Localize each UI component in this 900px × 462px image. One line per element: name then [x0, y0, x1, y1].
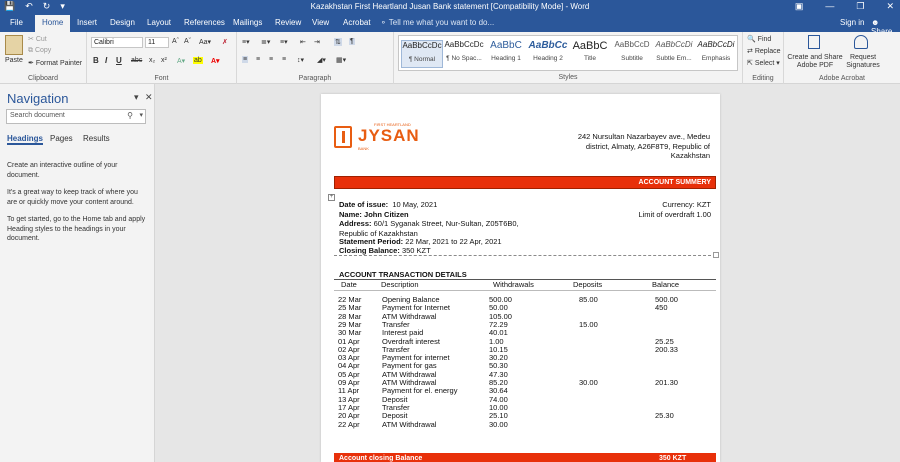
cell-deposits: 15.00 [579, 319, 598, 329]
cell-withdrawals: 50.00 [489, 303, 508, 313]
font-group-label: Font [154, 75, 169, 82]
change-case-icon[interactable]: Aa▾ [199, 39, 212, 46]
cell-withdrawals: 10.15 [489, 344, 508, 354]
font-size-box[interactable]: 11 [145, 37, 169, 48]
navigation-help-text: It's a great way to keep track of where you are or quickly move your content around. [7, 189, 138, 206]
select-button[interactable]: ⇱ Select ▾ [747, 60, 780, 67]
cell-date: 02 Apr [338, 344, 360, 354]
tab-pages[interactable]: Pages [50, 134, 73, 143]
numbering-icon[interactable]: ≣▾ [261, 39, 271, 46]
underline-icon[interactable]: U [116, 56, 122, 65]
find-button[interactable]: 🔍 Find [747, 36, 772, 43]
restore-icon[interactable]: ❐ [856, 1, 865, 11]
cell-date: 05 Apr [338, 369, 360, 379]
align-right-icon[interactable]: ≡ [269, 56, 274, 63]
cell-date: 22 Mar [338, 295, 362, 304]
multilevel-list-icon[interactable]: ≡▾ [280, 39, 288, 46]
person-icon: ☻ [871, 18, 880, 27]
cell-description: Interest paid [382, 328, 424, 338]
italic-icon[interactable]: I [105, 56, 108, 65]
ribbon-display-options-icon[interactable]: ▣ [794, 1, 804, 11]
cell-withdrawals: 30.64 [489, 386, 508, 396]
cell-withdrawals: 72.29 [489, 319, 508, 329]
tab-acrobat[interactable]: Acrobat [343, 18, 371, 27]
cell-date: 03 Apr [338, 353, 360, 363]
navigation-pane-controls [134, 92, 153, 103]
customer-name: Name: John Citizen [339, 210, 409, 219]
paragraph-group [237, 32, 394, 84]
acrobat-group [784, 32, 900, 84]
text-effects-icon[interactable]: A▾ [177, 58, 186, 65]
replace-button[interactable]: ⇄ Replace [747, 48, 781, 55]
cell-withdrawals: 25.10 [489, 411, 508, 421]
styles-gallery [398, 35, 738, 71]
style-subtitle[interactable]: AaBbCcD Subtitle [614, 40, 650, 62]
customer-address: Address: 60/1 Syganak Street, Nur-Sultan, Z05T6B0, Republic of Kazakhstan [339, 219, 519, 238]
tab-references[interactable]: References [184, 18, 225, 27]
tab-layout[interactable]: Layout [147, 18, 172, 27]
column-header-deposits: Deposits [573, 280, 603, 289]
paste-icon[interactable] [5, 35, 23, 55]
cell-date: 25 Mar [338, 303, 362, 313]
cell-description: ATM Withdrawal [382, 311, 437, 321]
clipboard-group [0, 32, 87, 84]
currency: Currency: KZT [662, 200, 711, 209]
title-bar [0, 0, 900, 15]
transactions-title: ACCOUNT TRANSACTION DETAILS [339, 270, 467, 279]
cell-date: 09 Apr [338, 378, 360, 387]
pane-options-icon[interactable]: ▾ [134, 92, 139, 102]
jysan-logo-icon [334, 126, 352, 148]
paragraph-group-label: Paragraph [298, 75, 332, 82]
search-options-icon[interactable]: ▾ [139, 112, 143, 119]
navigation-pane [0, 84, 155, 462]
cell-description: Transfer [382, 319, 410, 329]
closing-balance: Closing Balance: 350 KZT [339, 246, 431, 255]
copy-button[interactable]: ⧉ Copy [28, 47, 52, 54]
select-icon: ⇱ [747, 60, 753, 67]
account-closing-balance-bar: Account closing Balance 350 KZT [334, 453, 716, 462]
close-pane-icon[interactable]: ✕ [145, 92, 153, 102]
show-formatting-icon[interactable]: ¶ [350, 38, 354, 45]
font-color-icon[interactable]: A▾ [211, 58, 220, 65]
navigation-help-text: Create an interactive outline of your document. [7, 162, 118, 179]
bold-icon[interactable]: B [93, 56, 99, 65]
cell-description: Deposit [382, 411, 408, 421]
cell-description: Deposit [382, 394, 408, 404]
cell-description: Payment for el. energy [382, 386, 458, 396]
editing-group [742, 32, 784, 84]
shading-icon[interactable]: ◢▾ [317, 57, 326, 64]
copy-icon: ⧉ [28, 47, 33, 54]
cell-withdrawals: 50.30 [489, 361, 508, 371]
line-spacing-icon[interactable]: ↕▾ [297, 57, 305, 64]
highlight-icon[interactable]: ab [194, 57, 202, 64]
tab-design[interactable]: Design [110, 18, 135, 27]
minimize-icon[interactable]: — [825, 1, 835, 11]
create-share-pdf-button[interactable]: Create and Share Adobe PDF [787, 54, 843, 69]
document-page[interactable] [321, 94, 720, 462]
column-header-balance: Balance [652, 280, 680, 289]
cell-date: 29 Mar [338, 319, 362, 329]
grow-font-icon[interactable]: Aˆ [172, 38, 179, 45]
cell-balance: 500.00 [655, 295, 678, 304]
sign-in-link[interactable]: Sign in [840, 18, 865, 27]
cell-withdrawals: 85.20 [489, 378, 508, 387]
style-title[interactable]: AaBbC Title [572, 40, 608, 62]
cell-withdrawals: 1.00 [489, 336, 504, 346]
strikethrough-icon[interactable]: abc [131, 57, 143, 64]
styles-group-label: Styles [558, 74, 578, 81]
tab-results[interactable]: Results [83, 134, 110, 143]
statement-period: Statement Period: 22 Mar, 2021 to 22 Apr, 2021 [339, 237, 502, 246]
ribbon [0, 32, 900, 84]
replace-icon: ⇄ [747, 48, 753, 55]
cell-date: 30 Mar [338, 328, 362, 338]
cell-description: Opening Balance [382, 295, 440, 304]
window-controls [795, 1, 894, 12]
cell-balance: 25.25 [655, 336, 674, 346]
justify-icon[interactable]: ≡ [282, 56, 287, 63]
bullets-icon[interactable]: ≡▾ [242, 39, 250, 46]
tab-insert[interactable]: Insert [77, 18, 98, 27]
editing-group-label: Editing [752, 75, 774, 82]
bank-address: 242 Nursultan Nazarbayev ave., Medeu district, Almaty, A26F8T9, Republic of Kazakhstan [577, 132, 710, 160]
section-divider [334, 255, 716, 256]
cell-date: 17 Apr [338, 402, 360, 412]
clipboard-group-label: Clipboard [28, 75, 58, 82]
tab-file[interactable]: File [10, 18, 23, 27]
cell-withdrawals: 74.00 [489, 394, 508, 404]
font-group [87, 32, 237, 84]
date-of-issue: Date of issue: 10 May, 2021 [339, 200, 438, 209]
tab-review[interactable]: Review [275, 18, 302, 27]
cell-date: 13 Apr [338, 394, 360, 404]
lightbulb-icon: ⚬ [380, 18, 387, 27]
cell-description: ATM Withdrawal [382, 369, 437, 379]
style-normal[interactable]: AaBbCcDc ¶ Normal [401, 40, 443, 68]
brush-icon: ✒ [28, 60, 34, 67]
overdraft-limit: Limit of overdraft 1.00 [638, 210, 711, 219]
cell-date: 04 Apr [338, 361, 360, 371]
decrease-indent-icon[interactable]: ⇤ [300, 39, 306, 46]
account-summary-bar: ACCOUNT SUMMERY [334, 176, 716, 189]
column-header-withdrawals: Withdrawals [493, 280, 534, 289]
cell-date: 01 Apr [338, 336, 360, 346]
cell-description: Transfer [382, 402, 410, 412]
search-icon[interactable]: ⚲ [127, 111, 133, 120]
clear-formatting-icon[interactable]: ✗ [222, 39, 228, 46]
style-subtle-emphasis[interactable]: AaBbCcDi Subtle Em... [655, 40, 693, 62]
window-title: Kazakhstan First Heartland Jusan Bank statement [Compatibility Mode] - Word [310, 2, 590, 11]
cell-description: Payment for gas [382, 361, 437, 371]
font-name-box[interactable]: Calibri [91, 37, 143, 48]
superscript-icon[interactable]: x² [161, 57, 167, 64]
cell-date: 11 Apr [338, 386, 360, 396]
align-left-icon[interactable]: ≡ [243, 56, 248, 63]
cell-deposits: 30.00 [579, 378, 598, 387]
cell-balance: 25.30 [655, 411, 674, 421]
cell-balance: 200.33 [655, 344, 678, 354]
increase-indent-icon[interactable]: ⇥ [314, 39, 320, 46]
style-heading-2[interactable]: AaBbCc Heading 2 [528, 40, 568, 62]
align-center-icon[interactable]: ≡ [256, 56, 261, 63]
cell-withdrawals: 105.00 [489, 311, 512, 321]
bank-logo: JYSAN FIRST HEARTLAND BANK [334, 124, 416, 152]
style-heading-1[interactable]: AaBbC Heading 1 [490, 40, 522, 62]
cell-description: Transfer [382, 344, 410, 354]
tell-me-box[interactable]: ⚬ Tell me what you want to do... [380, 18, 495, 27]
subscript-icon[interactable]: x₂ [149, 57, 156, 64]
cell-date: 28 Mar [338, 311, 362, 321]
ribbon-tabs [0, 15, 900, 32]
tab-headings[interactable]: Headings [7, 134, 44, 143]
cell-description: Payment for Internet [382, 303, 450, 313]
search-document-input[interactable]: Search document ⚲ ▾ [6, 109, 146, 124]
create-pdf-icon [808, 35, 820, 49]
cell-date: 20 Apr [338, 411, 360, 421]
save-icon[interactable]: 💾 [4, 1, 16, 11]
navigation-help-text: To get started, go to the Home tab and apply Heading styles to the headings in your document. [7, 216, 146, 242]
tab-home[interactable]: Home [35, 15, 70, 32]
cell-balance: 201.30 [655, 378, 678, 387]
acrobat-group-label: Adobe Acrobat [819, 75, 865, 82]
find-icon: 🔍 [747, 36, 756, 43]
column-header-date: Date [341, 280, 357, 289]
tab-mailings[interactable]: Mailings [233, 18, 263, 27]
column-header-description: Description [381, 280, 419, 289]
cell-withdrawals: 10.00 [489, 402, 508, 412]
format-painter-button[interactable]: ✒ Format Painter [28, 60, 83, 67]
borders-icon[interactable]: ▦▾ [336, 57, 347, 64]
style-emphasis[interactable]: AaBbCcDi Emphasis [697, 40, 735, 62]
sort-icon[interactable]: ⇅ [335, 39, 341, 46]
table-move-handle-icon[interactable]: + [329, 194, 334, 200]
redo-icon[interactable]: ↻ [42, 1, 51, 11]
cell-withdrawals: 500.00 [489, 295, 512, 304]
cell-date: 22 Apr [338, 419, 360, 429]
cell-deposits: 85.00 [579, 295, 598, 304]
undo-icon[interactable]: ↶ [25, 1, 33, 11]
cell-withdrawals: 40.01 [489, 328, 508, 338]
customize-quick-access-icon[interactable]: ▾ [60, 1, 65, 11]
cut-button[interactable]: ✂ Cut [28, 36, 47, 43]
cell-description: Payment for internet [382, 353, 450, 363]
request-signatures-icon [854, 35, 868, 49]
close-icon[interactable]: ✕ [886, 1, 894, 11]
request-signatures-button[interactable]: Request Signatures [846, 54, 880, 69]
header-rule [334, 290, 716, 291]
cell-description: Overdraft interest [382, 336, 440, 346]
cell-withdrawals: 30.00 [489, 419, 508, 429]
scissors-icon: ✂ [28, 36, 34, 43]
cell-description: ATM Withdrawal [382, 378, 437, 387]
tab-view[interactable]: View [312, 18, 330, 27]
cell-withdrawals: 30.20 [489, 353, 508, 363]
cell-description: ATM Withdrawal [382, 419, 437, 429]
document-area[interactable] [155, 84, 900, 462]
style-no-spacing[interactable]: AaBbCcDc ¶ No Spac... [444, 40, 484, 62]
navigation-title: Navigation [7, 91, 69, 106]
paste-button[interactable]: Paste [5, 57, 23, 64]
shrink-font-icon[interactable]: Aˇ [184, 38, 191, 45]
cell-balance: 450 [655, 303, 668, 313]
cell-withdrawals: 47.30 [489, 369, 508, 379]
